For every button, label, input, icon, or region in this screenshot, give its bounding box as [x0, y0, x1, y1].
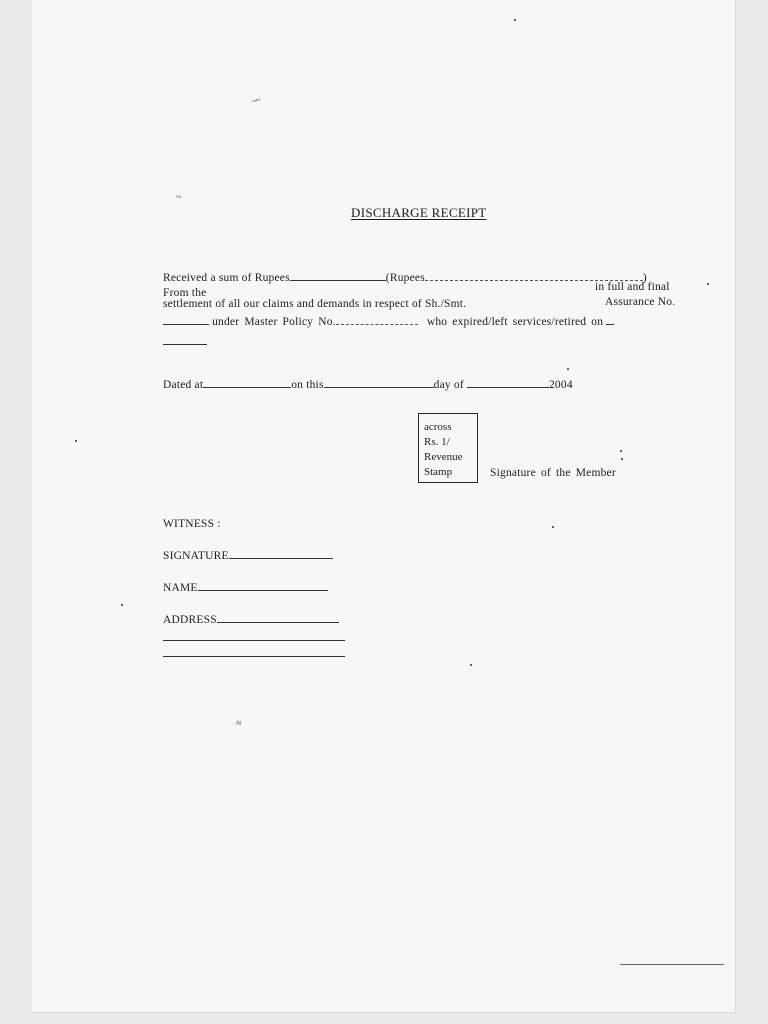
- place-blank: [203, 377, 291, 388]
- witness-address-label: ADDRESS: [163, 614, 217, 626]
- scan-speck: [552, 526, 554, 528]
- scan-smudge-top: ~~: [250, 95, 261, 108]
- assurance-label: Assurance No.: [605, 296, 676, 308]
- address-blank-line-2: [163, 640, 345, 641]
- witness-name-label: NAME: [163, 582, 198, 594]
- document-page: [32, 0, 735, 1012]
- scan-speck: [75, 440, 77, 442]
- witness-heading: WITNESS :: [163, 518, 221, 530]
- scan-speck: [621, 458, 623, 460]
- close-paren: ): [642, 272, 647, 284]
- scan-speck: [121, 604, 123, 606]
- expired-label: who expired/left services/retired on: [426, 316, 604, 328]
- document-title: DISCHARGE RECEIPT: [351, 205, 487, 220]
- witness-signature-blank: [229, 548, 333, 559]
- master-policy-label: under Master Policy No.: [212, 316, 336, 328]
- day-of-label: day of: [433, 379, 464, 391]
- signature-member-label: Signature of the Member: [490, 467, 616, 479]
- scan-smudge-bottom: ≈: [236, 718, 240, 729]
- rupees-words-label: (Rupees: [385, 272, 425, 284]
- witness-address-line: [163, 612, 339, 626]
- witness-signature-label: SIGNATURE: [163, 550, 229, 562]
- revenue-stamp-box: [418, 413, 478, 483]
- stamp-line-amount: Rs. 1/: [424, 436, 450, 448]
- scan-speck: [567, 368, 569, 370]
- scan-speck: [470, 664, 472, 666]
- rupees-figure-blank: [290, 270, 386, 281]
- witness-signature-line: [163, 548, 333, 562]
- expired-date-blank: [163, 344, 207, 345]
- scan-speck: [514, 19, 516, 21]
- witness-name-blank: [198, 580, 328, 591]
- received-line: [163, 270, 647, 284]
- on-this-label: on this: [291, 379, 324, 391]
- stamp-line-across: across: [424, 421, 452, 433]
- month-blank: [467, 377, 549, 388]
- from-the-label: From the: [163, 287, 207, 299]
- stamp-line-stamp: Stamp: [424, 466, 453, 478]
- day-blank: [324, 377, 434, 388]
- year-label: 2004: [548, 379, 573, 391]
- scan-speck: [620, 450, 622, 452]
- address-blank-line-3: [163, 656, 345, 657]
- stamp-line-revenue: Revenue: [424, 451, 463, 463]
- rupees-words-blank: [425, 270, 643, 281]
- assurance-no-blank: [163, 314, 209, 325]
- settlement-label: settlement of all our claims and demands in respect of Sh./Smt.: [163, 298, 467, 310]
- policy-line: [163, 314, 614, 328]
- witness-address-blank: [217, 612, 339, 623]
- scan-smudge-left: ~: [176, 192, 180, 203]
- received-label: Received a sum of Rupees: [163, 272, 290, 284]
- scan-edge-mark: [620, 964, 724, 965]
- in-full-final-label: in full and final: [595, 281, 670, 293]
- dated-line: [163, 377, 573, 391]
- dated-at-label: Dated at: [163, 379, 204, 391]
- scan-speck: [707, 283, 709, 285]
- master-policy-blank: [336, 314, 418, 325]
- witness-name-line: [163, 580, 328, 594]
- expired-date-blank-start: [606, 314, 614, 325]
